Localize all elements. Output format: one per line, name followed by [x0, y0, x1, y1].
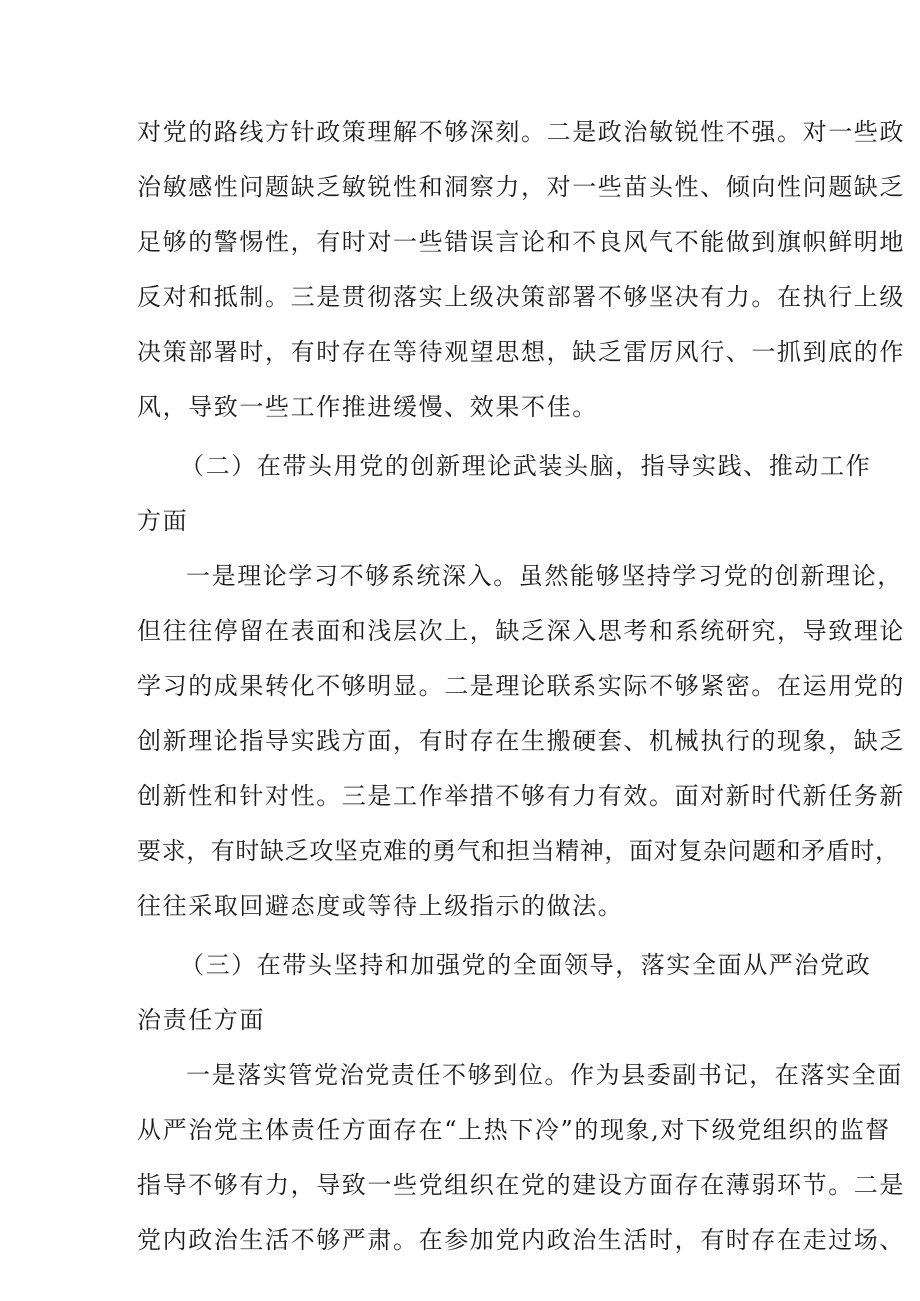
- paragraph-line: 党内政治生活不够严肃。在参加党内政治生活时，有时存在走过场、: [137, 1226, 905, 1254]
- paragraph-line: 学习的成果转化不够明显。二是理论联系实际不够紧密。在运用党的: [137, 672, 905, 700]
- section-heading-3: （三）在带头坚持和加强党的全面领导，落实全面从严治党政: [180, 951, 872, 979]
- paragraph-line: 足够的警惕性，有时对一些错误言论和不良风气不能做到旗帜鲜明地: [137, 228, 905, 256]
- paragraph-line: 一是理论学习不够系统深入。虽然能够坚持学习党的创新理论，: [186, 562, 903, 590]
- section-heading-3-cont: 治责任方面: [137, 1006, 265, 1034]
- paragraph-line: 创新性和针对性。三是工作举措不够有力有效。面对新时代新任务新: [137, 782, 905, 810]
- paragraph-line: 风，导致一些工作推进缓慢、效果不佳。: [137, 393, 598, 421]
- paragraph-line: 创新理论指导实践方面，有时存在生搬硬套、机械执行的现象，缺乏: [137, 727, 905, 755]
- paragraph-line: 从严治党主体责任方面存在“上热下冷”的现象,对下级党组织的监督: [137, 1116, 891, 1144]
- paragraph-line: 治敏感性问题缺乏敏锐性和洞察力，对一些苗头性、倾向性问题缺乏: [137, 173, 905, 201]
- paragraph-line: 往往采取回避态度或等待上级指示的做法。: [137, 892, 624, 920]
- section-heading-2: （二）在带头用党的创新理论武装头脑，指导实践、推动工作: [180, 452, 872, 480]
- paragraph-line: 要求，有时缺乏攻坚克难的勇气和担当精神，面对复杂问题和矛盾时，: [137, 837, 900, 865]
- paragraph-line: 但往往停留在表面和浅层次上，缺乏深入思考和系统研究，导致理论: [137, 617, 905, 645]
- paragraph-line: 反对和抵制。三是贯彻落实上级决策部署不够坚决有力。在执行上级: [137, 283, 905, 311]
- section-heading-2-cont: 方面: [137, 507, 189, 535]
- paragraph-line: 决策部署时，有时存在等待观望思想，缺乏雷厉风行、一抓到底的作: [137, 338, 905, 366]
- paragraph-line: 指导不够有力，导致一些党组织在党的建设方面存在薄弱环节。二是: [137, 1171, 905, 1199]
- paragraph-line: 对党的路线方针政策理解不够深刻。二是政治敏锐性不强。对一些政: [137, 118, 905, 146]
- paragraph-line: 一是落实管党治党责任不够到位。作为县委副书记，在落实全面: [186, 1061, 903, 1089]
